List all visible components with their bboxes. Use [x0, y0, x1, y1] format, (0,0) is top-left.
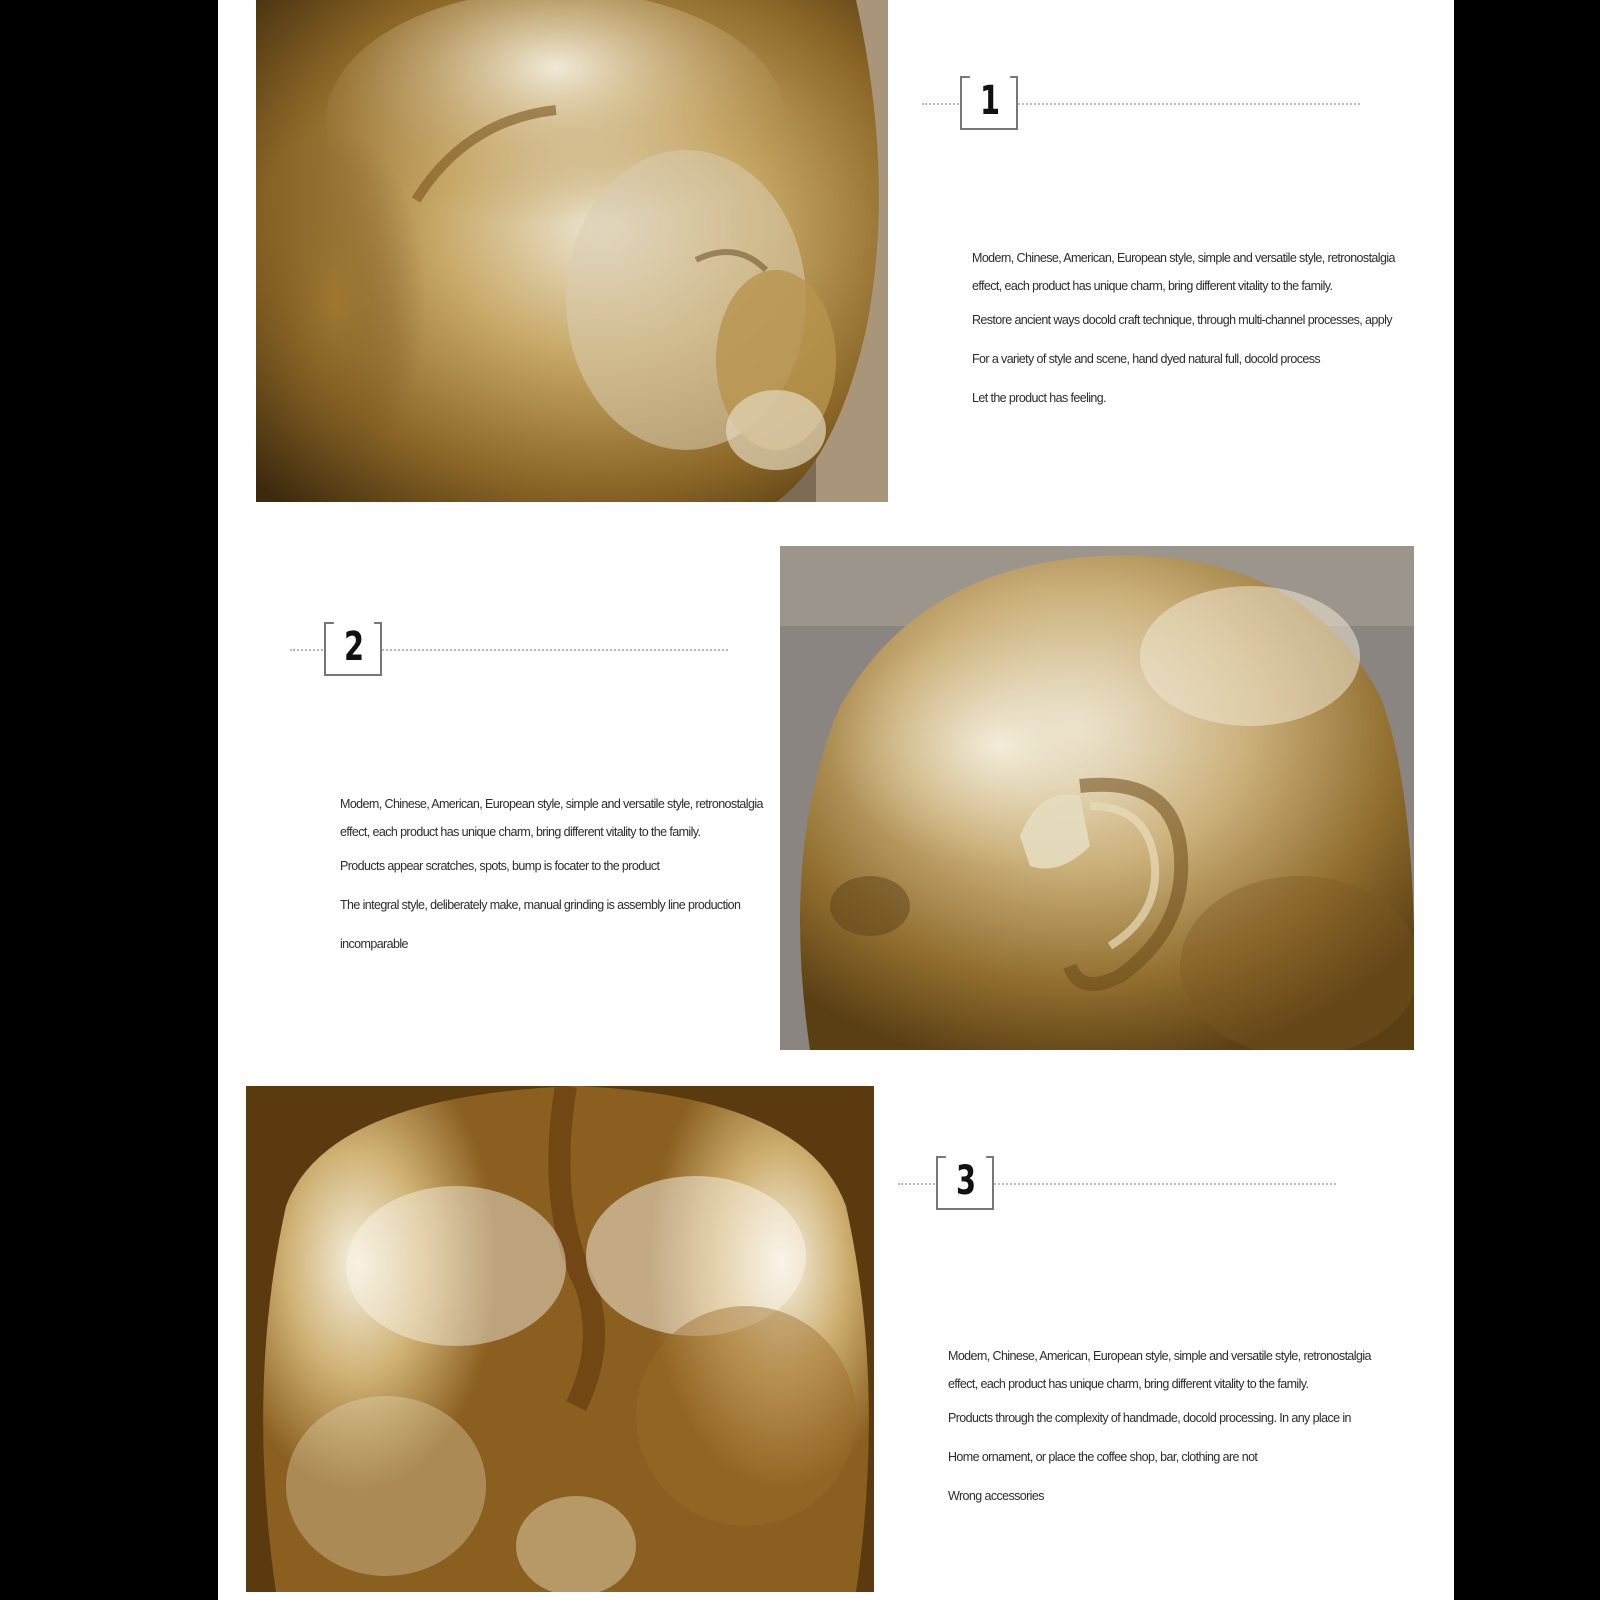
description-line: incomparable [340, 937, 408, 951]
section-number: 1 [970, 76, 1010, 128]
section-3-marker [898, 1154, 1338, 1214]
description-line: effect, each product has unique charm, bring different vitality to the family. [972, 279, 1333, 293]
section-3-photo [246, 1086, 874, 1592]
description-line: effect, each product has unique charm, bring different vitality to the family. [948, 1377, 1309, 1391]
gold-statue-face-closeup-icon [256, 0, 888, 502]
dotted-rule-right [1018, 103, 1360, 105]
description-line: effect, each product has unique charm, bring different vitality to the family. [340, 825, 701, 839]
description-line: For a variety of style and scene, hand dyed natural full, docold process [972, 352, 1320, 366]
section-1-marker [922, 74, 1362, 134]
description-line: Modern, Chinese, American, European style, simple and versatile style, retronostalgia [340, 797, 763, 811]
description-line: Modern, Chinese, American, European style, simple and versatile style, retronostalgia [972, 251, 1395, 265]
description-line: Products through the complexity of handmade, docold processing. In any place in [948, 1411, 1351, 1425]
section-1-description [972, 244, 1395, 412]
section-2-description [340, 790, 763, 958]
section-2-marker [290, 620, 730, 680]
gold-statue-back-closeup-icon [246, 1086, 874, 1592]
description-line: Home ornament, or place the coffee shop, bar, clothing are not [948, 1450, 1258, 1464]
gold-statue-head-ear-closeup-icon [780, 546, 1414, 1050]
product-detail-page [218, 0, 1454, 1600]
section-3-description [948, 1342, 1371, 1510]
description-line: Wrong accessories [948, 1489, 1044, 1503]
dotted-rule-right [994, 1183, 1336, 1185]
dotted-rule-left [898, 1183, 938, 1185]
description-line: Restore ancient ways docold craft technique, through multi-channel processes, apply [972, 313, 1392, 327]
section-number: 3 [946, 1156, 986, 1208]
description-line: Modern, Chinese, American, European style, simple and versatile style, retronostalgia [948, 1349, 1371, 1363]
description-line: The integral style, deliberately make, manual grinding is assembly line production [340, 898, 741, 912]
description-line: Let the product has feeling. [972, 391, 1106, 405]
description-line: Products appear scratches, spots, bump is focater to the product [340, 859, 660, 873]
section-2-photo [780, 546, 1414, 1050]
dotted-rule-right [382, 649, 728, 651]
section-number: 2 [334, 622, 374, 674]
section-1-photo [256, 0, 888, 502]
dotted-rule-left [290, 649, 326, 651]
dotted-rule-left [922, 103, 962, 105]
